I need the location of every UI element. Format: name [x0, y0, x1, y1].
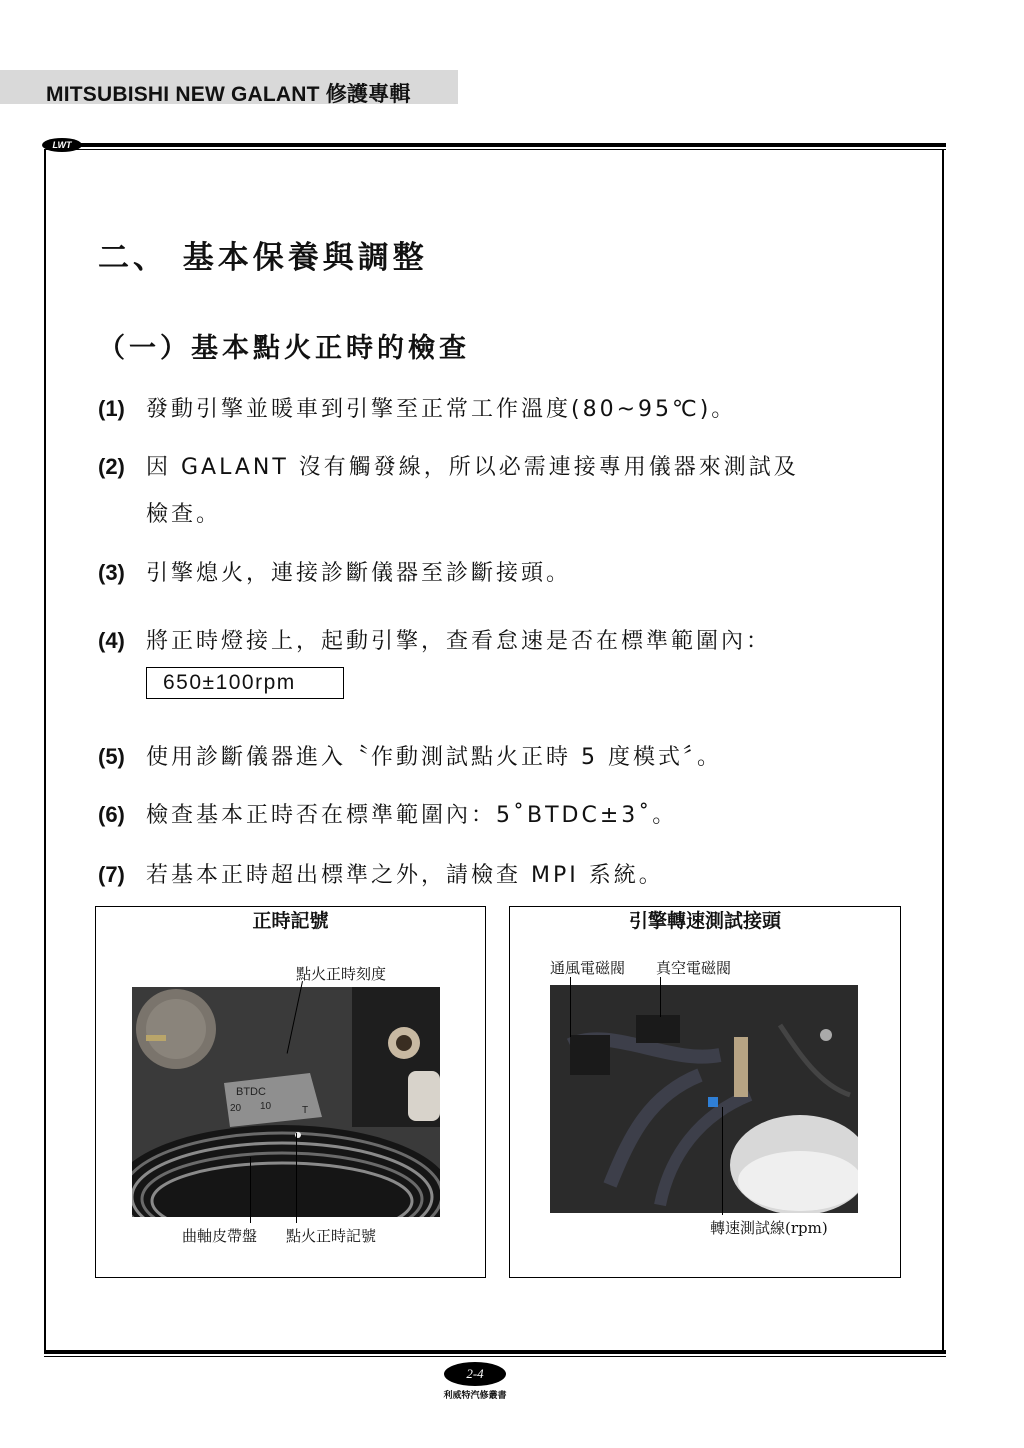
step-2-continuation: 檢查。	[146, 502, 222, 527]
step-text: 引擎熄火，連接診斷儀器至診斷接頭。	[146, 561, 572, 586]
step-1	[98, 392, 736, 423]
step-6	[98, 798, 677, 829]
step-text: 若基本正時超出標準之外，請檢查 MPI 系統。	[146, 863, 664, 888]
step-number: (7)	[98, 862, 125, 887]
top-rule	[44, 143, 946, 147]
bottom-rule-thin	[44, 1356, 946, 1357]
figure-label-crank-pulley: 曲軸皮帶盤	[182, 1227, 258, 1245]
step-text: 將正時燈接上，起動引擎，查看怠速是否在標準範圍內：	[146, 629, 772, 654]
leader-line	[250, 1157, 251, 1223]
figure-label-vent-solenoid: 通風電磁閥	[550, 959, 626, 977]
step-2	[98, 450, 799, 481]
figure-title: 引擎轉速測試接頭	[628, 910, 781, 932]
section-title: 二、 基本保養與調整	[98, 240, 428, 276]
mark-t: T	[302, 1105, 309, 1116]
figure-label-rpm-wire: 轉速測試線(rpm)	[710, 1219, 828, 1237]
page-number: 2-4	[444, 1362, 506, 1386]
idle-spec-box: 650±100rpm	[146, 667, 344, 699]
timing-mark-photo	[132, 987, 440, 1217]
step-7	[98, 858, 664, 889]
step-text: 發動引擎並暖車到引擎至正常工作溫度(80~95℃)。	[146, 397, 737, 422]
figure-label-vacuum-solenoid: 真空電磁閥	[656, 959, 732, 977]
timing-mark-figure	[95, 906, 486, 1278]
step-number: (2)	[98, 454, 125, 479]
publisher-name: 利威特汽修叢書	[443, 1391, 507, 1401]
step-number: (6)	[98, 802, 125, 827]
header-title: MITSUBISHI NEW GALANT 修護專輯	[46, 83, 411, 106]
leader-line	[722, 1107, 723, 1215]
engine-bay-illustration	[550, 985, 858, 1213]
mark-20: 20	[230, 1103, 242, 1114]
step-5	[98, 740, 722, 771]
mark-10: 10	[260, 1101, 272, 1112]
step-text: 檢查基本正時否在標準範圍內：5˚BTDC±3˚。	[146, 803, 678, 828]
engine-photo-illustration	[132, 987, 440, 1217]
step-text: 使用診斷儀器進入〝作動測試點火正時 5 度模式〞。	[146, 745, 722, 770]
logo-badge: LWT	[42, 138, 82, 152]
btdc-mark: BTDC	[236, 1086, 266, 1098]
leader-line	[570, 977, 571, 1037]
leader-line	[660, 977, 661, 1017]
step-number: (3)	[98, 560, 125, 585]
rpm-connector-figure	[509, 906, 901, 1278]
rpm-connector-photo	[550, 985, 858, 1213]
figure-title: 正時記號	[252, 910, 329, 932]
step-4	[98, 624, 771, 655]
leader-line	[296, 1133, 297, 1223]
figure-label-timing-scale: 點火正時刻度	[296, 965, 387, 983]
section-subtitle: （一）基本點火正時的檢查	[98, 333, 470, 364]
step-number: (1)	[98, 396, 125, 421]
bottom-rule	[44, 1350, 946, 1354]
figure-label-timing-mark: 點火正時記號	[286, 1227, 377, 1245]
step-number: (5)	[98, 744, 125, 769]
step-text: 因 GALANT 沒有觸發線，所以必需連接專用儀器來測試及	[146, 455, 799, 480]
step-3	[98, 556, 571, 587]
step-number: (4)	[98, 628, 125, 653]
